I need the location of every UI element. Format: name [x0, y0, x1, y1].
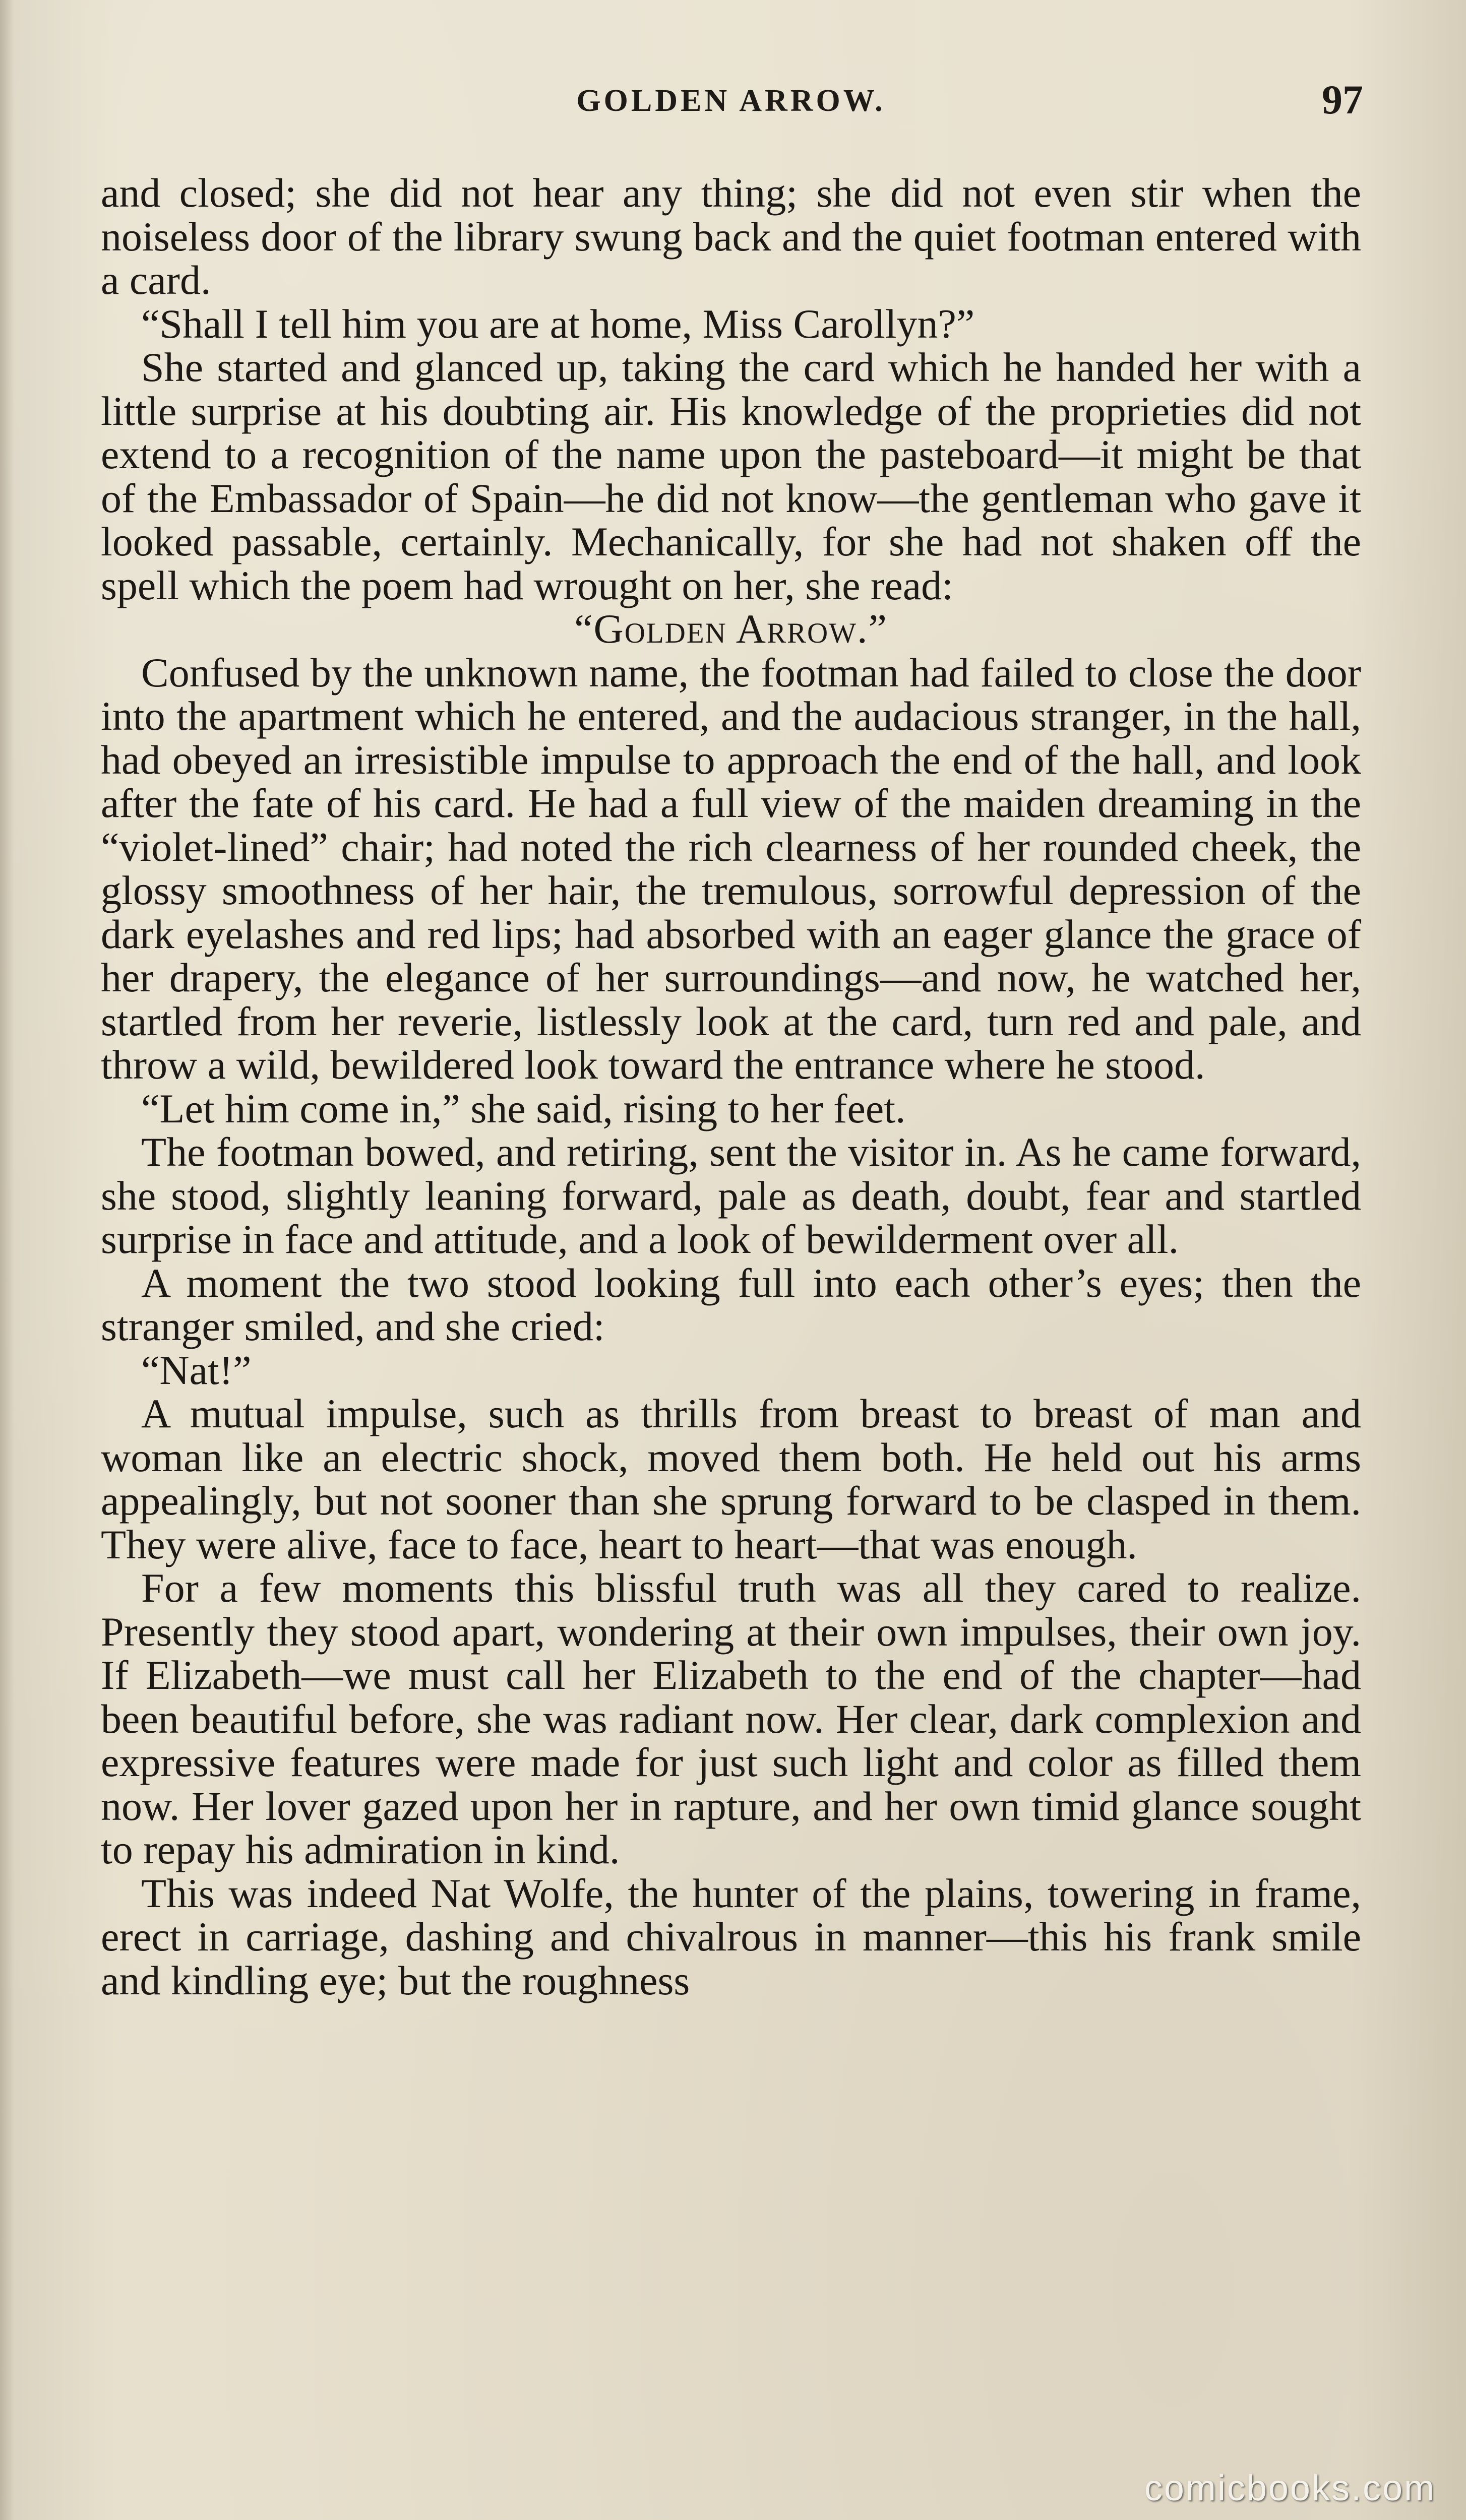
paragraph: This was indeed Nat Wolfe, the hunter of the plains, towering in frame, erect in carriage, dashing and chivalrous in manner—this his frank smile and kindling eye; but the roughness — [101, 1870, 1361, 2003]
page-header — [101, 77, 1363, 139]
paragraph: “Nat!” — [141, 1347, 252, 1393]
paragraph: She started and glanced up, taking the card which he handed her with a little surprise at his doubting air. His knowledge of the proprieties did not extend to a recognition of the name upon the pasteboard—it might be that of the Embassador of Spain—he did not know—the gentleman who gave it looked passable, certainly. Mechanically, for she had not shaken off the spell which the poem had wrought on her, she read: — [101, 344, 1361, 608]
card-name-line: “Golden Arrow.” — [574, 606, 888, 652]
paragraph: The footman bowed, and retiring, sent the visitor in. As he came forward, she stood, slightly leaning forward, pale as death, doubt, fear and startled surprise in face and attitude, and a look of bewilderment over all. — [101, 1129, 1361, 1262]
paragraph: “Shall I tell him you are at home, Miss Carollyn?” — [141, 300, 975, 347]
watermark: comicbooks.com — [1144, 2468, 1436, 2508]
paragraph: Confused by the unknown name, the footman had failed to close the door into the apartment which he entered, and the audacious stranger, in the hall, had obeyed an irresistible impulse to approach the end of the hall, and look after the fate of his card. He had a full view of the maiden dreaming in the “violet-lined” chair; had noted the rich clearness of her rounded cheek, the glossy smoothness of her hair, the tremulous, sorrowful depression of the dark eyelashes and red lips; had absorbed with an eager glance the grace of her drapery, the elegance of her surroundings—and now, he watched her, startled from her reverie, listlessly look at the card, turn red and pale, and throw a wild, bewildered look toward the entrance where he stood. — [101, 649, 1361, 1088]
body-text — [101, 171, 1361, 2002]
running-head: GOLDEN ARROW. — [576, 84, 886, 118]
paragraph: and closed; she did not hear any thing; she did not even stir when the noiseless door of the library swung back and the quiet footman entered with a card. — [101, 170, 1361, 303]
page-number: 97 — [1322, 77, 1363, 122]
paragraph: “Let him come in,” she said, rising to her feet. — [141, 1085, 906, 1131]
paragraph: A moment the two stood looking full into each other’s eyes; then the stranger smiled, and she cried: — [101, 1259, 1361, 1349]
paragraph: A mutual impulse, such as thrills from breast to breast of man and woman like an electric shock, moved them both. He held out his arms appealingly, but not sooner than she sprung forward to be clasped in them. They were alive, face to face, heart to heart—that was enough. — [101, 1391, 1361, 1567]
paragraph: For a few moments this blissful truth was all they cared to realize. Presently they stood apart, wondering at their own impulses, their own joy. If Elizabeth—we must call her Elizabeth to the end of the chapter—had been beautiful before, she was radiant now. Her clear, dark complexion and expressive features were made for just such light and color as filled them now. Her lover gazed upon her in rapture, and her own timid glance sought to repay his admiration in kind. — [101, 1565, 1361, 1872]
page-gutter-shadow — [0, 0, 14, 2520]
